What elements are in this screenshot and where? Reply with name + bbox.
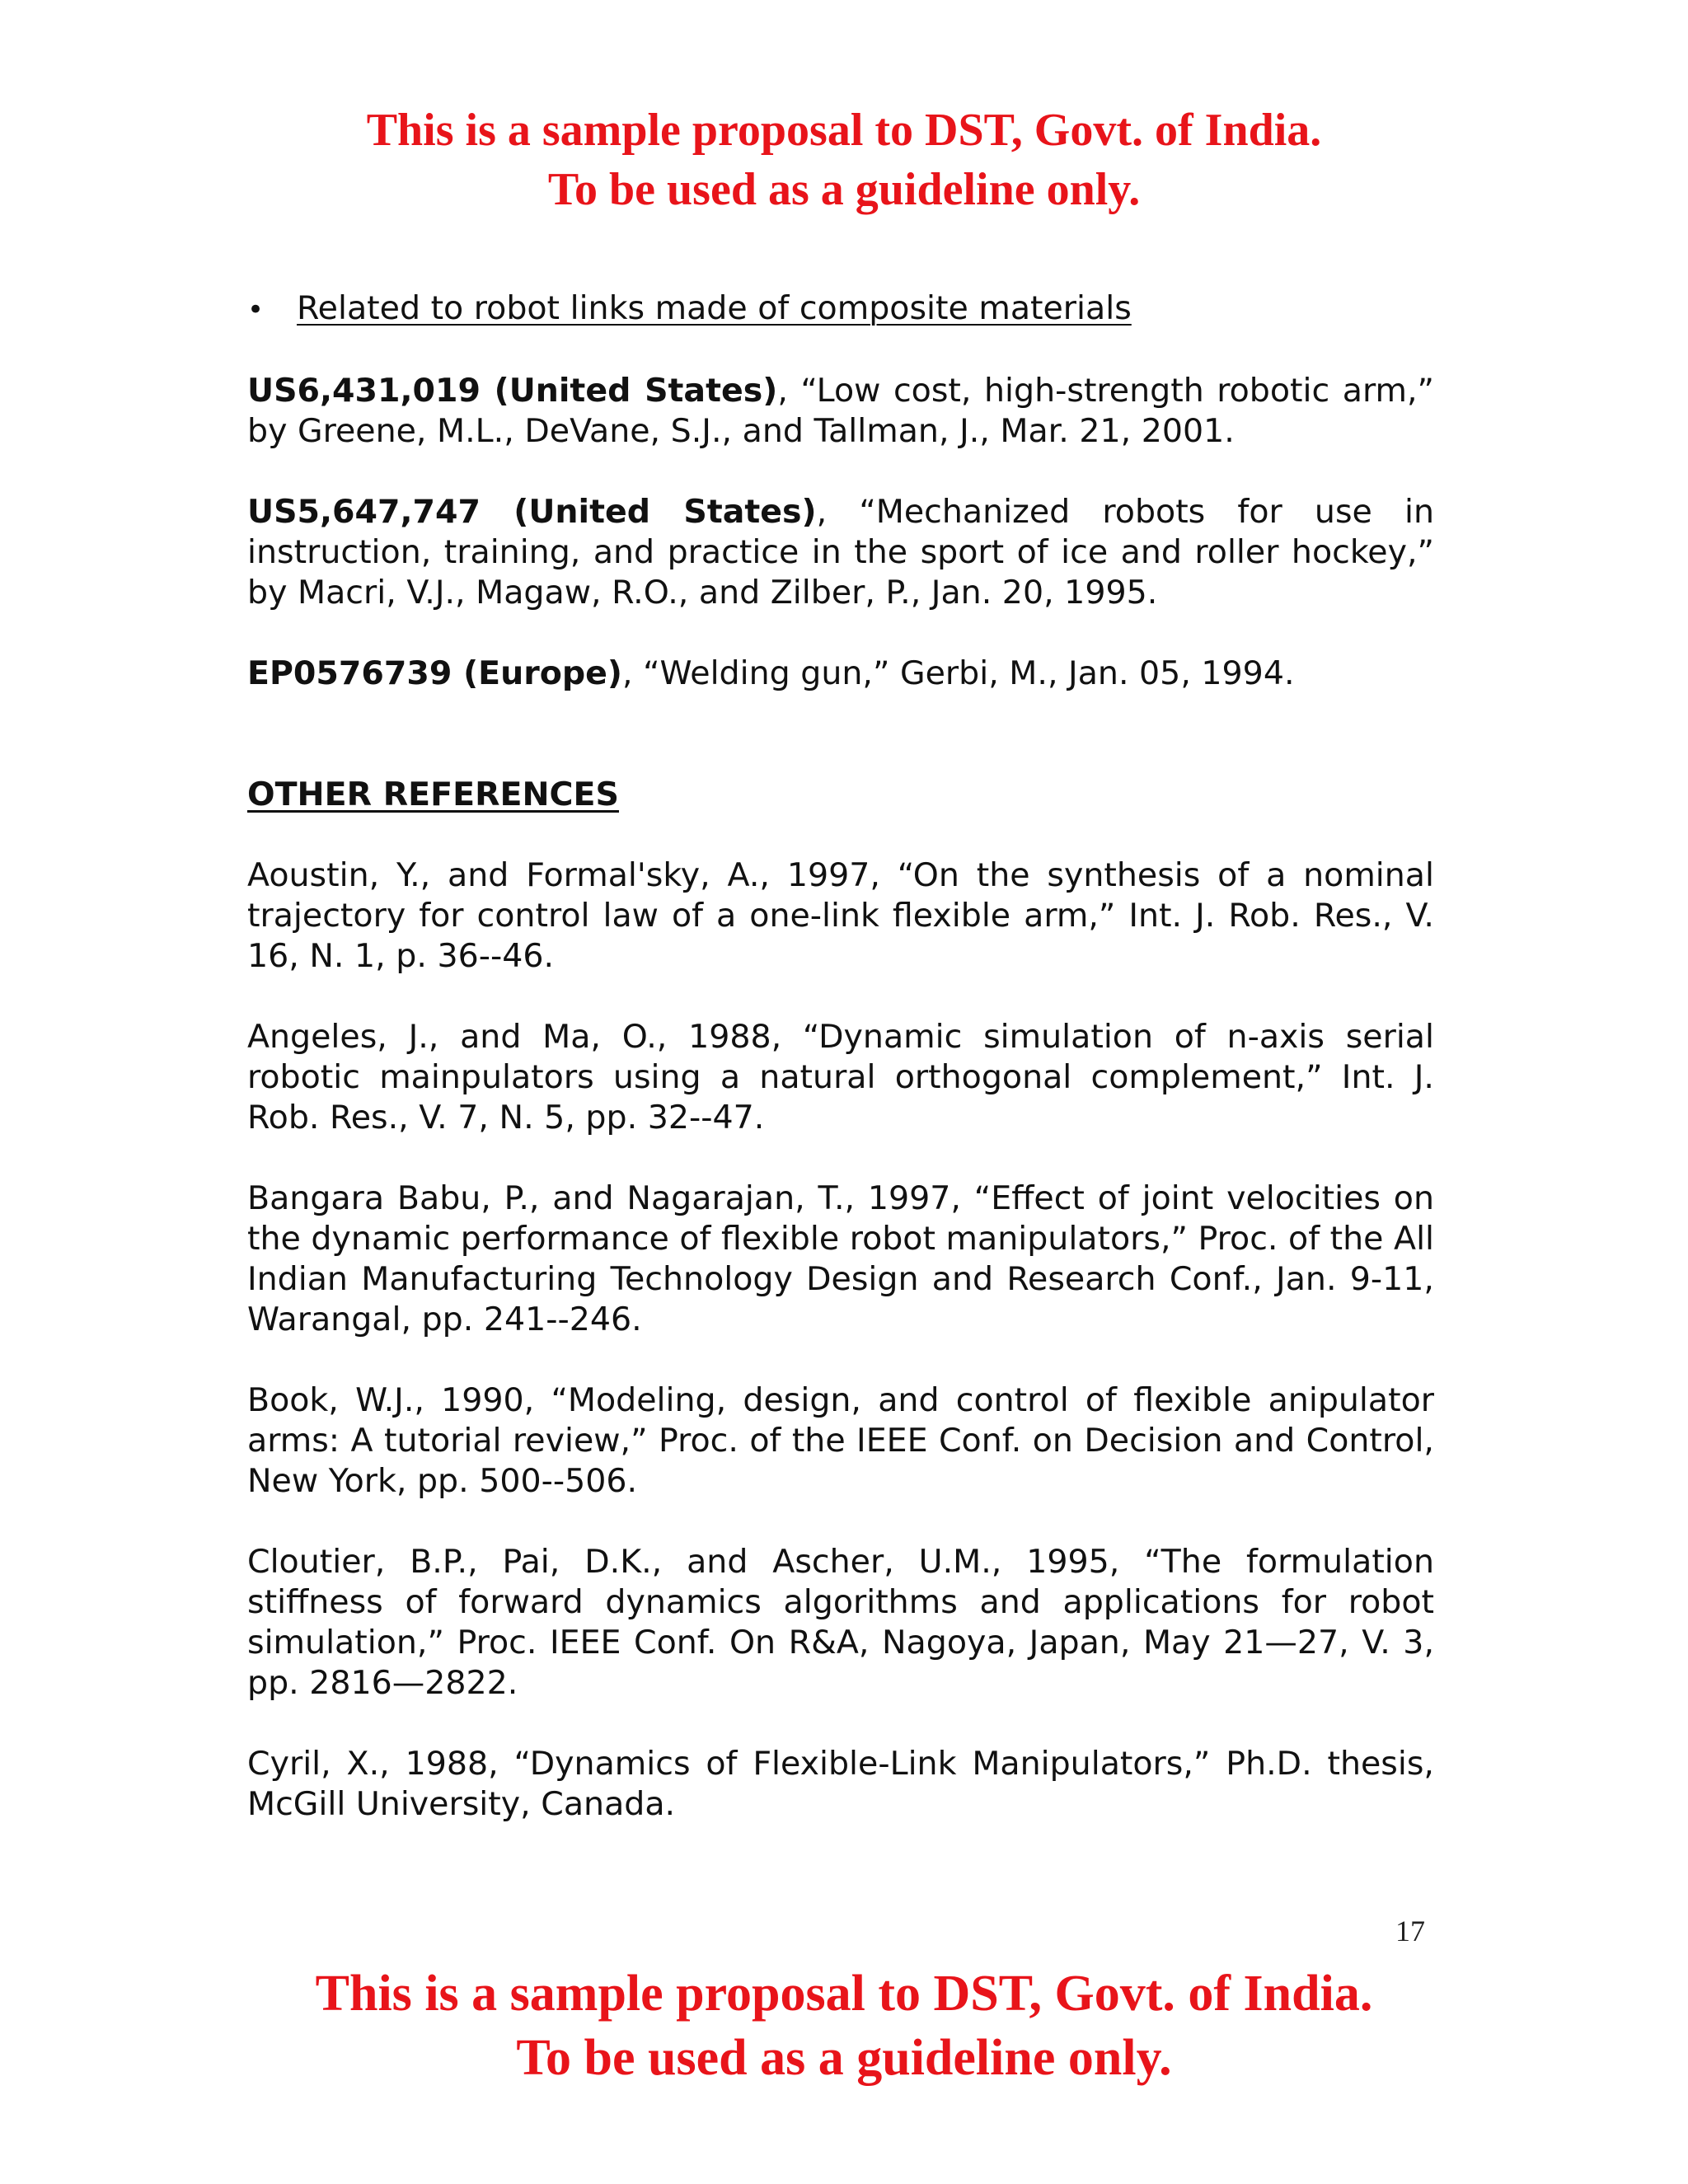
watermark-top <box>0 101 1688 219</box>
bullet-item-text: Related to robot links made of composite materials <box>297 289 1132 327</box>
watermark-bottom <box>0 1961 1688 2090</box>
patent-code: US5,647,747 (United States) <box>247 493 817 531</box>
patent-code: EP0576739 (Europe) <box>247 654 622 692</box>
watermark-bottom-line1: This is a sample proposal to DST, Govt. of India. <box>315 1966 1373 2022</box>
watermark-top-line1: This is a sample proposal to DST, Govt. of India. <box>366 105 1322 156</box>
patent-text: , “Low cost, high-strength robotic arm,” by Greene, M.L., DeVane, S.J., and Tallman, J., Mar. 21, 2001. <box>247 372 1434 450</box>
reference-entry: Angeles, J., and Ma, O., 1988, “Dynamic simulation of n-axis serial robotic mainpulators using a natural orthogonal complement,” Int. J. Rob. Res., V. 7, N. 5, pp. 32--47. <box>247 1018 1434 1137</box>
patent-text: , “Mechanized robots for use in instruction, training, and practice in the sport of ice and roller hockey,” by Macri, V.J., Magaw, R.O., and Zilber, P., Jan. 20, 1995. <box>247 493 1434 612</box>
reference-entry: Aoustin, Y., and Formal'sky, A., 1997, “On the synthesis of a nominal trajectory for control law of a one-link flexible arm,” Int. J. Rob. Res., V. 16, N. 1, p. 36--46. <box>247 856 1434 975</box>
watermark-bottom-line2: To be used as a guideline only. <box>516 2030 1172 2086</box>
patent-entry <box>247 371 1434 452</box>
document-body <box>247 288 1434 1825</box>
reference-entry: Cloutier, B.P., Pai, D.K., and Ascher, U.M., 1995, “The formulation stiffness of forward dynamics algorithms and applications for robot simulation,” Proc. IEEE Conf. On R&A, Nagoya, Japan, May 21—27, V. 3, pp. 2816—2822. <box>247 1543 1434 1702</box>
patent-entry <box>247 654 1434 694</box>
patent-entry <box>247 492 1434 613</box>
bullet-dot-icon: • <box>247 293 265 326</box>
other-references-heading: OTHER REFERENCES <box>247 776 619 813</box>
bullet-item <box>247 288 1434 330</box>
reference-entry: Book, W.J., 1990, “Modeling, design, and control of flexible anipulator arms: A tutorial review,” Proc. of the IEEE Conf. on Decision and Control, New York, pp. 500--506. <box>247 1381 1434 1500</box>
patent-code: US6,431,019 (United States) <box>247 372 778 410</box>
patent-text: , “Welding gun,” Gerbi, M., Jan. 05, 1994. <box>621 654 1295 692</box>
reference-entry: Cyril, X., 1988, “Dynamics of Flexible-Link Manipulators,” Ph.D. thesis, McGill University, Canada. <box>247 1745 1434 1823</box>
watermark-top-line2: To be used as a guideline only. <box>547 164 1141 215</box>
page-number: 17 <box>1395 1915 1425 1947</box>
reference-entry: Bangara Babu, P., and Nagarajan, T., 1997, “Effect of joint velocities on the dynamic performance of flexible robot manipulators,” Proc. of the All Indian Manufacturing Technology Design and Research Conf., Jan. 9-11, Warangal, pp. 241--246. <box>247 1179 1435 1338</box>
